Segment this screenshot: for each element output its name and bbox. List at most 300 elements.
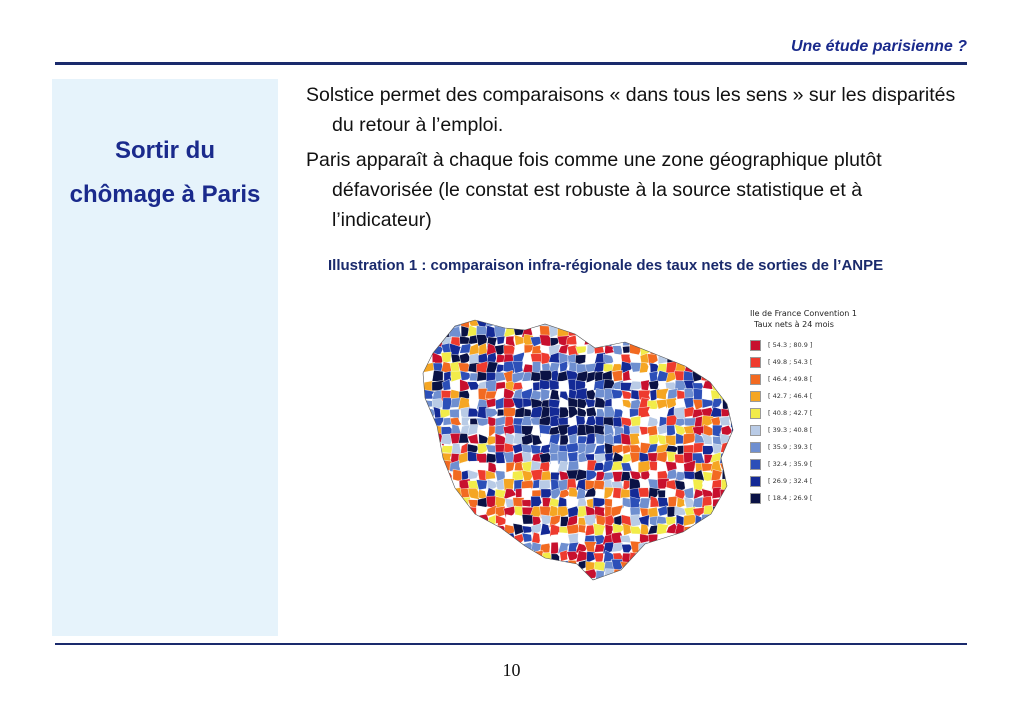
map-commune-cell [675,536,686,545]
map-commune-cell [648,560,659,572]
map-commune-cell [513,552,525,562]
legend-swatch [750,442,761,453]
map-commune-cell [638,328,651,339]
map-commune-cell [596,570,605,579]
map-commune-cell [622,318,632,329]
map-commune-cell [666,543,678,553]
map-commune-cell [424,551,435,563]
map-commune-cell [711,542,723,553]
map-commune-cell [729,318,735,326]
map-commune-cell [703,559,712,571]
map-commune-cell [728,453,735,464]
legend-swatch [750,476,761,487]
map-commune-cell [729,381,735,392]
map-commune-cell [442,534,452,543]
map-commune-cell [468,523,480,534]
map-commune-cell [522,500,532,507]
map-commune-cell [441,508,452,518]
map-commune-cell [703,353,714,365]
map-commune-cell [586,407,596,416]
map-commune-cell [701,532,714,542]
map-commune-cell [422,497,433,509]
map-commune-cell [431,542,444,553]
map-commune-cell [460,560,471,572]
map-commune-cell [522,562,535,571]
map-commune-cell [458,578,468,583]
map-commune-cell [674,335,686,345]
map-commune-cell [730,577,735,583]
map-commune-cell [667,425,676,437]
sidebar-title [52,129,278,217]
map-commune-cell [658,498,669,507]
map-commune-cell [541,489,553,498]
map-commune-cell [424,462,434,471]
map-commune-cell [417,498,426,510]
map-commune-cell [442,398,452,411]
map-commune-cell [594,343,605,353]
map-commune-cell [731,444,735,454]
map-commune-cell [575,388,587,400]
map-commune-cell [513,579,524,583]
legend-swatch [750,340,761,351]
map-commune-cell [415,426,425,438]
legend-label: [ 42.7 ; 46.4 [ [768,392,813,400]
map-commune-cell [477,561,488,571]
map-commune-cell [683,355,695,363]
map-commune-cell [641,552,651,563]
map-commune-cell [722,469,731,479]
map-commune-cell [443,479,453,489]
map-commune-cell [703,550,713,563]
map-commune-cell [685,344,696,355]
map-commune-cell [602,326,615,336]
map-commune-cell [658,560,667,571]
map-commune-cell [630,578,641,583]
map-commune-cell [486,577,498,583]
map-commune-cell [486,550,496,561]
map-commune-cell [550,389,560,400]
caption: Illustration 1 : comparaison infra-régionale des taux nets de sorties de l’ANPE [328,257,884,274]
map-commune-cell [639,362,648,373]
map-commune-cell [647,543,659,552]
map-commune-cell [468,533,480,543]
page-number: 10 [502,660,521,680]
map-commune-cell [721,479,731,491]
map-commune-cell [675,559,685,571]
map-commune-cell [415,416,424,428]
map-commune-cell [713,362,723,375]
map-commune-cell [567,524,580,534]
map-commune-cell [496,552,507,563]
map-commune-cell [719,544,731,553]
map-commune-cell [424,480,434,490]
map-commune-cell [612,579,622,583]
map-commune-cell [693,578,706,583]
map-commune-cell [711,551,722,562]
legend-label: [ 39.3 ; 40.8 [ [768,426,813,434]
map-commune-cell [720,534,732,545]
map-commune-cell [694,550,703,562]
map-commune-cell [431,488,444,498]
map-commune-cell [557,568,570,581]
map-commune-cell [721,524,732,535]
map-commune-cell [728,508,735,518]
map-commune-cell [441,352,451,363]
map-commune-cell [415,326,427,338]
header-title: Une étude parisienne ? [790,38,967,55]
map-commune-cell [675,326,687,338]
map-commune-cell [416,553,426,560]
map-commune-cell [486,408,498,418]
map-commune-cell [584,334,598,344]
map-commune-cell [433,551,443,562]
map-commune-cell [666,344,676,356]
map-commune-cell [451,569,463,580]
map-commune-cell [432,470,442,482]
map-commune-cell [639,569,651,578]
map-commune-cell [594,562,606,572]
map-commune-cell [459,515,469,525]
legend-label: [ 32.4 ; 35.9 [ [768,460,813,468]
map-commune-cell [658,572,669,580]
map-commune-cell [602,461,613,473]
map-commune-cell [416,487,427,501]
map-commune-cell [722,318,731,328]
map-commune-cell [730,400,735,408]
map-commune-cell [640,560,651,572]
map-commune-cell [710,335,722,347]
map-commune-cell [604,569,614,582]
map-commune-cell [667,561,678,573]
map-commune-cell [676,345,686,356]
map-commune-cell [458,523,471,535]
map-commune-cell [539,579,551,583]
map-commune-cell [422,533,435,544]
legend-title-line1: Ile de France Convention 1 [750,309,857,318]
map-commune-cell [585,399,595,408]
legend-title-line2: Taux nets à 24 mois [754,320,834,329]
map-commune-cell [649,569,658,578]
map-commune-cell [620,326,631,336]
map-commune-cell [577,569,586,581]
map-commune-cell [505,550,514,563]
map-commune-cell [459,532,471,545]
map-commune-cell [487,532,496,544]
legend-swatch [750,459,761,470]
map-commune-cell [649,380,659,389]
map-commune-cell [521,416,532,425]
map-commune-cell [443,472,452,480]
map-commune-cell [442,523,454,534]
map-commune-cell [728,364,735,373]
map-commune-cell [585,354,596,364]
map-commune-cell [683,433,696,445]
map-commune-cell [415,362,424,372]
legend-swatch [750,493,761,504]
bottom-rule [55,643,967,645]
map-commune-cell [425,507,434,517]
map-commune-cell [684,534,694,545]
map-commune-cell [595,326,605,339]
map-commune-cell [630,569,642,581]
map-commune-cell [468,562,479,570]
map-commune-cell [729,560,735,572]
map-commune-cell [451,515,461,526]
map-commune-cell [468,577,480,583]
map-commune-cell [720,452,732,463]
map-commune-cell [684,569,694,581]
map-commune-cell [495,578,506,583]
map-commune-cell [560,435,569,445]
legend-label: [ 26.9 ; 32.4 [ [768,477,813,485]
map-commune-cell [648,326,661,336]
map-commune-cell [605,580,614,583]
map-commune-cell [497,336,505,344]
map-commune-cell [684,553,696,563]
map-commune-cell [531,469,543,481]
map-commune-cell [488,541,497,554]
map-commune-cell [558,577,570,583]
map-commune-cell [495,568,507,581]
map-commune-cell [631,337,641,346]
map-commune-cell [423,470,434,482]
map-commune-cell [521,550,533,562]
map-commune-cell [460,379,470,392]
map-commune-cell [683,318,694,329]
map-commune-cell [568,318,580,327]
map-commune-cell [692,545,704,554]
map-commune-cell [449,505,461,518]
map-commune-cell [594,320,607,329]
map-commune-cell [431,560,444,572]
map-commune-cell [694,568,702,581]
map-commune-cell [461,542,472,551]
map-commune-cell [450,542,460,554]
map-svg [415,318,735,583]
map-commune-cell [416,479,426,492]
legend-swatch [750,425,761,436]
map-commune-cell [669,578,678,583]
map-commune-cell [720,496,732,508]
legend-label: [ 46.4 ; 49.8 [ [768,375,813,383]
map-commune-cell [504,560,515,570]
map-commune-cell [576,326,587,337]
map-commune-cell [719,373,730,383]
map-commune-cell [728,371,735,382]
map-commune-cell [702,362,714,374]
map-commune-cell [665,318,677,328]
map-commune-cell [575,580,587,583]
map-commune-cell [550,461,558,474]
map-commune-cell [647,334,659,344]
map-commune-cell [468,470,478,480]
map-commune-cell [702,326,712,335]
map-commune-cell [639,579,650,583]
map-commune-cell [632,318,639,329]
map-commune-cell [584,326,597,338]
map-commune-cell [425,541,435,552]
map-commune-cell [712,561,723,571]
map-commune-cell [623,579,634,583]
map-commune-cell [713,514,722,525]
map-commune-cell [422,452,434,463]
map-commune-cell [512,570,525,579]
map-commune-cell [422,318,434,329]
map-commune-cell [711,326,723,338]
map-commune-cell [676,544,687,552]
map-commune-cell [703,446,715,455]
map-commune-cell [631,326,640,338]
map-commune-cell [506,462,515,472]
map-commune-cell [415,461,424,474]
map-commune-cell [656,318,669,329]
map-commune-cell [467,514,479,525]
map-commune-cell [459,506,471,518]
map-commune-cell [684,579,695,583]
map-commune-cell [692,318,704,328]
map-commune-cell [719,325,731,337]
map-commune-cell [523,318,533,329]
map-commune-cell [702,335,715,345]
map-commune-cell [496,541,506,554]
map-commune-cell [586,416,596,426]
map-commune-cell [723,361,732,375]
map-commune-cell [630,362,641,372]
map-commune-cell [468,543,479,552]
map-commune-cell [415,442,426,455]
map-commune-cell [417,568,425,578]
map-commune-cell [451,535,462,545]
map-commune-cell [488,559,499,571]
choropleth-map [415,318,735,583]
map-commune-cell [496,318,504,327]
map-commune-cell [692,345,704,354]
map-commune-cell [730,499,735,508]
map-commune-cell [569,569,579,579]
map-commune-cell [721,335,732,347]
map-commune-cell [567,578,578,583]
map-commune-cell [440,320,452,329]
map-commune-cell [434,479,444,491]
map-commune-cell [551,561,560,570]
map-commune-cell [656,388,669,399]
map-commune-cell [533,561,543,570]
map-commune-cell [458,551,470,562]
map-commune-cell [728,470,735,480]
sidebar-title-line2: chômage à Paris [69,181,261,208]
map-commune-cell [449,551,461,561]
map-commune-cell [731,526,735,536]
map-commune-cell [541,570,553,579]
map-commune-cell [667,335,678,346]
map-commune-cell [531,578,542,583]
map-commune-cell [684,328,695,338]
map-commune-cell [423,568,433,581]
map-commune-cell [675,568,686,581]
map-commune-cell [479,514,489,526]
map-commune-cell [415,318,427,329]
legend-items [750,340,880,520]
map-commune-cell [693,560,703,570]
map-commune-cell [630,560,642,572]
map-commune-cell [703,319,713,327]
map-commune-cell [467,444,479,453]
map-commune-cell [630,515,641,527]
map-commune-cell [433,451,442,463]
map-commune-cell [422,562,433,572]
map-commune-cell [721,505,729,518]
map-commune-cell [424,517,435,525]
map-commune-cell [415,354,424,364]
legend-swatch [750,391,761,402]
map-commune-cell [415,505,425,517]
map-commune-cell [711,344,722,355]
map-commune-cell [702,578,712,583]
map-commune-cell [712,569,723,580]
map-commune-cell [594,579,607,583]
sidebar-title-line1: Sortir du [115,137,215,164]
map-commune-cell [486,523,497,534]
map-commune-cell [658,542,669,553]
map-commune-cell [694,524,704,534]
map-commune-cell [513,318,523,327]
map-commune-cell [684,541,696,553]
map-commune-cell [415,524,427,534]
legend-swatch [750,357,761,368]
map-commune-cell [469,389,479,399]
map-commune-cell [728,479,735,491]
map-commune-cell [719,551,731,561]
map-commune-cell [485,568,498,581]
map-commune-cell [415,435,425,447]
map-commune-cell [415,344,425,354]
map-commune-cell [432,497,444,508]
map-commune-cell [731,427,735,437]
map-commune-cell [478,525,489,537]
map-commune-cell [468,550,478,561]
map-commune-cell [674,318,686,327]
top-rule [55,62,967,65]
map-commune-cell [667,550,677,560]
map-commune-cell [460,371,471,381]
map-commune-cell [729,552,735,562]
map-commune-cell [522,569,533,579]
map-commune-cell [612,398,622,409]
map-commune-cell [638,334,651,345]
map-commune-cell [729,534,735,545]
map-commune-cell [425,336,432,345]
map-commune-cell [477,535,489,544]
map-commune-cell [703,523,715,536]
map-commune-cell [684,560,694,571]
map-commune-cell [701,514,712,526]
map-commune-cell [431,515,441,525]
map-commune-cell [728,334,735,347]
map-commune-cell [530,551,543,563]
map-commune-cell [443,488,454,498]
map-commune-cell [710,525,723,536]
map-commune-cell [515,561,524,573]
map-commune-cell [620,535,630,542]
map-commune-cell [522,514,534,524]
map-commune-cell [730,487,735,500]
map-commune-cell [720,382,732,392]
map-commune-cell [720,489,730,498]
map-commune-cell [422,419,434,428]
map-commune-cell [722,561,731,573]
paragraph-2: Paris apparaît à chaque fois comme une zone géographique plutôt défavorisée (le constat est robuste à la source statistique et à l’indicateur) [306,149,882,231]
map-commune-cell [468,335,477,344]
